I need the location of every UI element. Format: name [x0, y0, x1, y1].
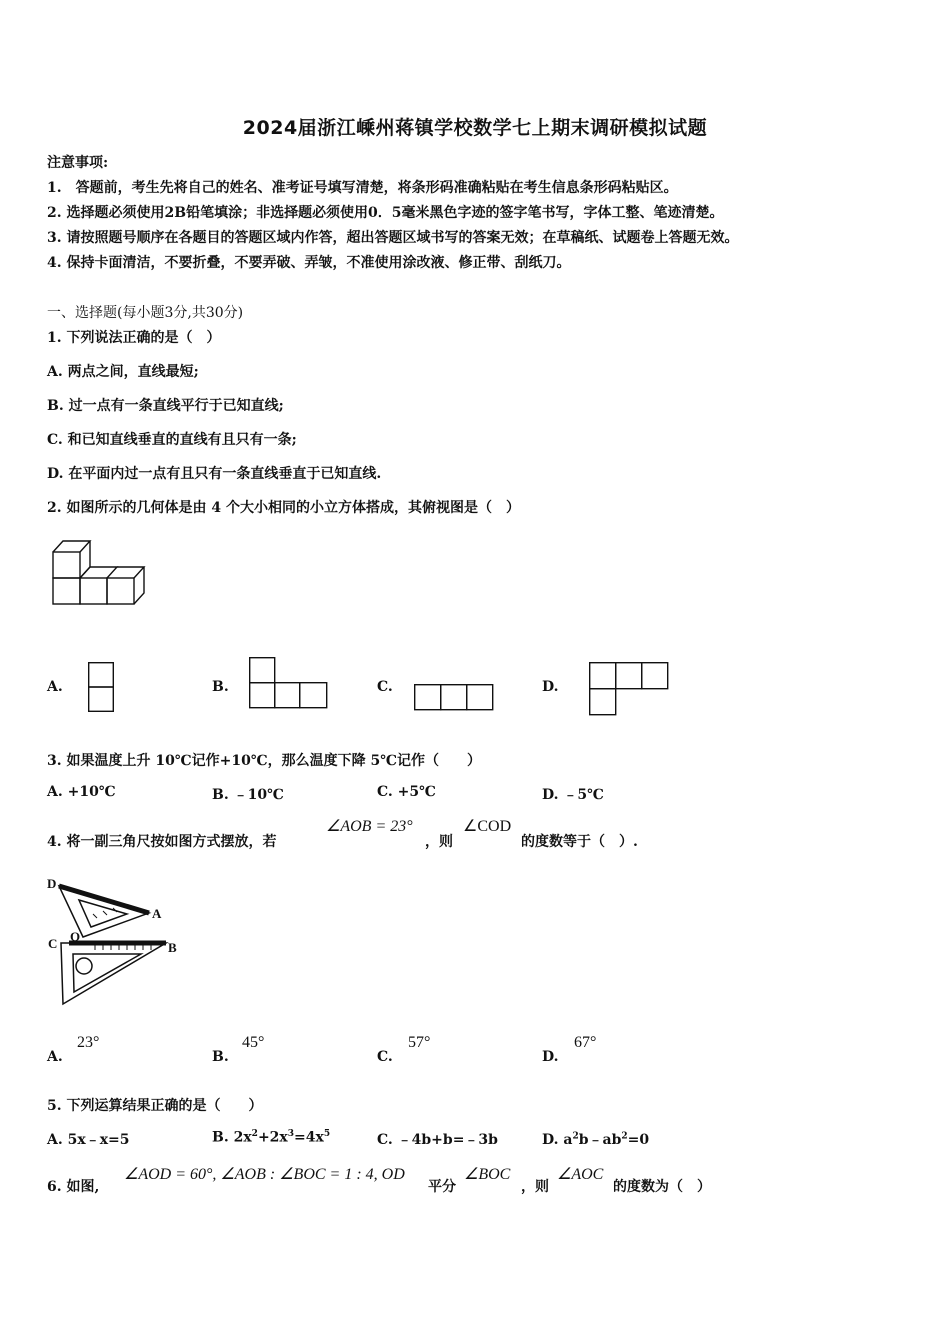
q1-option-b: B. 过一点有一条直线平行于已知直线;: [47, 398, 284, 414]
label-b: B: [168, 940, 177, 955]
q2-option-b-figure: [249, 657, 328, 709]
q4-triangle-figure: [45, 874, 185, 1009]
q6-stem-mid2: ，则: [521, 1179, 549, 1195]
q1-option-c: C. 和已知直线垂直的直线有且只有一条;: [47, 432, 297, 448]
q3-stem: 3. 如果温度上升 10℃记作+10℃，那么温度下降 5℃记作（ ）: [47, 753, 481, 769]
q3-option-c: C. +5℃: [377, 784, 436, 800]
q1-option-d: D. 在平面内过一点有且只有一条直线垂直于已知直线.: [47, 466, 382, 482]
q6-math-aoc: ∠AOC: [557, 1166, 604, 1183]
q4-value-c: 57°: [408, 1034, 431, 1051]
q2-label-d: D.: [542, 679, 559, 695]
q5-option-a: A. 5x﹣x=5: [47, 1132, 130, 1148]
label-d: D: [47, 876, 57, 891]
q4-stem-post: 的度数等于（ ）.: [521, 834, 638, 850]
q2-option-a-figure: [88, 662, 114, 712]
q4-value-a: 23°: [77, 1034, 100, 1051]
q1-stem: 1. 下列说法正确的是（ ）: [47, 330, 221, 346]
q2-label-c: C.: [377, 679, 393, 695]
section-heading: 一、选择题(每小题3分,共30分): [47, 305, 244, 321]
q2-label-a: A.: [47, 679, 63, 695]
q6-stem-post: 的度数为（ ）: [613, 1179, 711, 1195]
q4-label-d: D.: [542, 1049, 559, 1065]
q4-math-cod: ∠COD: [463, 818, 512, 835]
q4-value-d: 67°: [574, 1034, 597, 1051]
q4-math-aob: ∠AOB = 23°: [326, 818, 413, 835]
q5-stem: 5. 下列运算结果正确的是（ ）: [47, 1098, 263, 1114]
label-c: C: [48, 936, 58, 951]
notes-heading: 注意事项:: [47, 155, 109, 171]
q3-option-d: D. ﹣5℃: [542, 787, 604, 803]
q5-option-d: D. $a^2b﹣ab^2=0$: [542, 1131, 650, 1148]
q4-stem-pre: 4. 将一副三角尺按如图方式摆放，若: [47, 834, 277, 850]
note-item: 2. 选择题必须使用2B铅笔填涂；非选择题必须使用0．5毫米黑色字迹的签字笔书写，字体工整、笔迹清楚。: [47, 205, 724, 221]
q6-stem-mid: 平分: [428, 1179, 456, 1195]
q4-label-b: B.: [212, 1049, 229, 1065]
label-o: O: [70, 929, 81, 944]
q6-math-conditions: ∠AOD = 60°, ∠AOB : ∠BOC = 1 : 4, OD: [124, 1166, 405, 1183]
q2-stem: 2. 如图所示的几何体是由 4 个大小相同的小立方体搭成，其俯视图是（ ）: [47, 500, 520, 516]
note-item: 3. 请按照题号顺序在各题目的答题区域内作答，超出答题区域书写的答案无效；在草稿纸、试题卷上答题无效。: [47, 230, 739, 246]
q5-option-c: C. ﹣4b+b=﹣3b: [377, 1132, 498, 1148]
q5-option-b: B. $2x^2+2x^3=4x^5$: [212, 1129, 331, 1146]
q3-option-a: A. +10℃: [47, 784, 116, 800]
q2-cube-figure: [50, 537, 150, 607]
q4-label-a: A.: [47, 1049, 63, 1065]
page-title: 2024届浙江嵊州蒋镇学校数学七上期末调研模拟试题: [242, 117, 708, 139]
q2-option-c-figure: [414, 684, 494, 711]
q2-label-b: B.: [212, 679, 229, 695]
note-item: 4. 保持卡面清洁，不要折叠，不要弄破、弄皱，不准使用涂改液、修正带、刮纸刀。: [47, 255, 571, 271]
q4-stem-mid: ，则: [425, 834, 453, 850]
q4-value-b: 45°: [242, 1034, 265, 1051]
note-item: 1. 答题前，考生先将自己的姓名、准考证号填写清楚，将条形码准确粘贴在考生信息条形码粘贴区。: [47, 180, 678, 196]
q6-math-boc: ∠BOC: [464, 1166, 511, 1183]
q1-option-a: A. 两点之间，直线最短;: [47, 364, 199, 380]
q2-option-d-figure: [589, 662, 669, 716]
label-a: A: [152, 906, 162, 921]
q6-stem-pre: 6. 如图,: [47, 1179, 100, 1195]
q3-option-b: B. ﹣10℃: [212, 787, 284, 803]
q4-label-c: C.: [377, 1049, 393, 1065]
